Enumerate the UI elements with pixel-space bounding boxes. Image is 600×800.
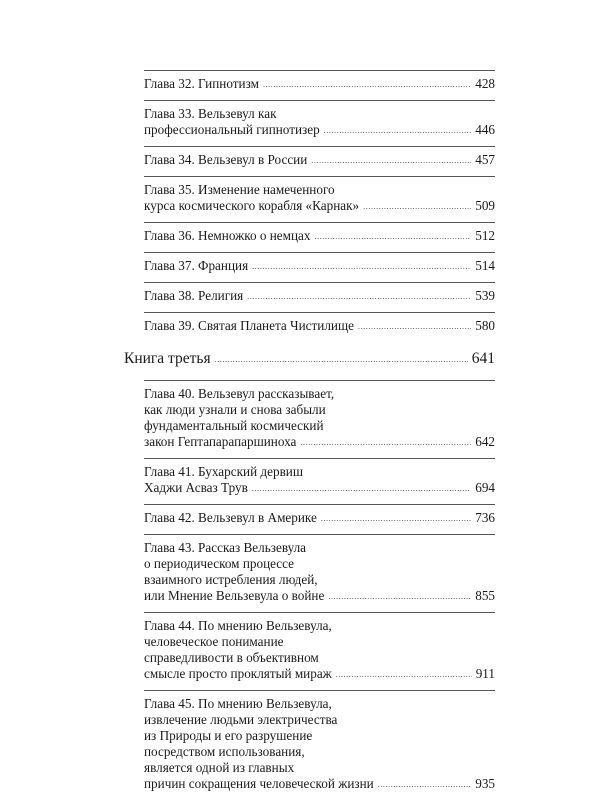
chapter-title-line: человеческое понимание xyxy=(144,634,284,649)
page-number: 855 xyxy=(475,588,495,603)
chapter-title-line: Глава 39. Святая Планета Чистилище xyxy=(144,318,354,333)
chapter-title-line: Хаджи Асваз Трув xyxy=(144,480,248,495)
page-number: 509 xyxy=(475,198,495,213)
separator-rule xyxy=(144,252,495,253)
chapter-title-line: является одной из главных xyxy=(144,760,295,775)
toc-entry xyxy=(124,696,495,800)
chapter-title-line: фундаментальный космический xyxy=(144,418,324,433)
chapter-title-line: Глава 42. Вельзевул в Америке xyxy=(144,510,317,525)
chapter-title-line: Глава 38. Религия xyxy=(144,288,244,303)
separator-rule xyxy=(144,282,495,283)
book-title: Книга третья xyxy=(124,350,211,367)
dot-leader xyxy=(215,351,468,369)
toc-entry xyxy=(124,464,495,504)
chapter-title-line: Глава 44. По мнению Вельзевула, xyxy=(144,618,332,633)
chapter-title-line: закон Гептапарапаршиноха xyxy=(144,434,297,449)
toc-entry xyxy=(124,386,495,458)
dot-leader xyxy=(324,123,472,139)
chapter-title-line: посредством использования, xyxy=(144,744,305,759)
chapter-title-line: Глава 45. По мнению Вельзевула, xyxy=(144,696,332,711)
table-of-contents xyxy=(124,70,495,800)
separator-rule xyxy=(144,70,495,71)
dot-leader xyxy=(358,319,471,335)
dot-leader xyxy=(321,511,471,527)
chapter-title-line: Глава 40. Вельзевул рассказывает, xyxy=(144,386,335,401)
toc-entry xyxy=(124,288,495,312)
dot-leader xyxy=(252,481,471,497)
page-number: 580 xyxy=(475,318,495,333)
dot-leader xyxy=(252,259,471,275)
chapter-title-line: справедливости в объективном xyxy=(144,650,319,665)
separator-rule xyxy=(144,176,495,177)
chapter-title-line: Глава 37. Франция xyxy=(144,258,249,273)
page-number: 935 xyxy=(475,776,495,791)
chapter-title-line: как люди узнали и снова забыли xyxy=(144,402,326,417)
chapter-title-line: Глава 41. Бухарский дервиш xyxy=(144,464,304,479)
chapter-title-line: курса космического корабля «Карнак» xyxy=(144,198,360,213)
toc-entry xyxy=(124,258,495,282)
toc-entry xyxy=(124,510,495,534)
toc-entry xyxy=(124,106,495,146)
chapter-title-line: причин сокращения человеческой жизни xyxy=(144,776,374,791)
separator-rule xyxy=(144,146,495,147)
page-number: 446 xyxy=(475,122,495,137)
page-number: 641 xyxy=(471,350,495,367)
dot-leader xyxy=(378,777,472,793)
chapter-title-line: из Природы и его разрушение xyxy=(144,728,313,743)
chapter-title-line: смысле просто проклятый мираж xyxy=(144,666,332,681)
toc-entry xyxy=(124,540,495,612)
chapter-title-line: профессиональный гипнотизер xyxy=(144,122,320,137)
toc-entry xyxy=(124,182,495,222)
chapter-title-line: взаимного истребления людей, xyxy=(144,572,318,587)
toc-entry xyxy=(124,76,495,100)
dot-leader xyxy=(336,667,472,683)
page-number: 428 xyxy=(475,76,495,91)
toc-entry xyxy=(124,228,495,252)
chapter-title-line: Глава 36. Немножко о немцах xyxy=(144,228,311,243)
separator-rule xyxy=(144,100,495,101)
toc-entry xyxy=(124,318,495,342)
toc-entry xyxy=(124,152,495,176)
chapter-title-line: или Мнение Вельзевула о войне xyxy=(144,588,325,603)
chapter-title-line: Глава 32. Гипнотизм xyxy=(144,76,259,91)
separator-rule xyxy=(144,534,495,535)
separator-rule xyxy=(144,690,495,691)
chapter-title-line: Глава 34. Вельзевул в России xyxy=(144,152,308,167)
dot-leader xyxy=(363,199,471,215)
page-number: 736 xyxy=(475,510,495,525)
chapter-title-line: Глава 35. Изменение намеченного xyxy=(144,182,335,197)
toc-entry xyxy=(124,618,495,690)
page-number: 911 xyxy=(475,666,495,681)
separator-rule xyxy=(144,504,495,505)
chapter-title-line: извлечение людьми электричества xyxy=(144,712,338,727)
page-number: 539 xyxy=(475,288,495,303)
chapter-list-book-two xyxy=(124,70,495,342)
chapter-list-book-three xyxy=(124,380,495,800)
page-number: 514 xyxy=(475,258,495,273)
separator-rule xyxy=(144,312,495,313)
page-number: 457 xyxy=(475,152,495,167)
page-number: 642 xyxy=(475,434,495,449)
page-number: 512 xyxy=(475,228,495,243)
chapter-title-line: Глава 43. Рассказ Вельзевула xyxy=(144,540,307,555)
page-number: 694 xyxy=(475,480,495,495)
dot-leader xyxy=(263,77,471,93)
chapter-title-line: о периодическом процессе xyxy=(144,556,295,571)
dot-leader xyxy=(328,589,471,605)
dot-leader xyxy=(311,153,471,169)
dot-leader xyxy=(247,289,471,305)
dot-leader xyxy=(314,229,471,245)
book-heading xyxy=(124,342,495,380)
separator-rule xyxy=(144,222,495,223)
separator-rule xyxy=(144,380,495,381)
separator-rule xyxy=(144,612,495,613)
chapter-title-line: Глава 33. Вельзевул как xyxy=(144,106,277,121)
dot-leader xyxy=(300,435,471,451)
separator-rule xyxy=(144,458,495,459)
